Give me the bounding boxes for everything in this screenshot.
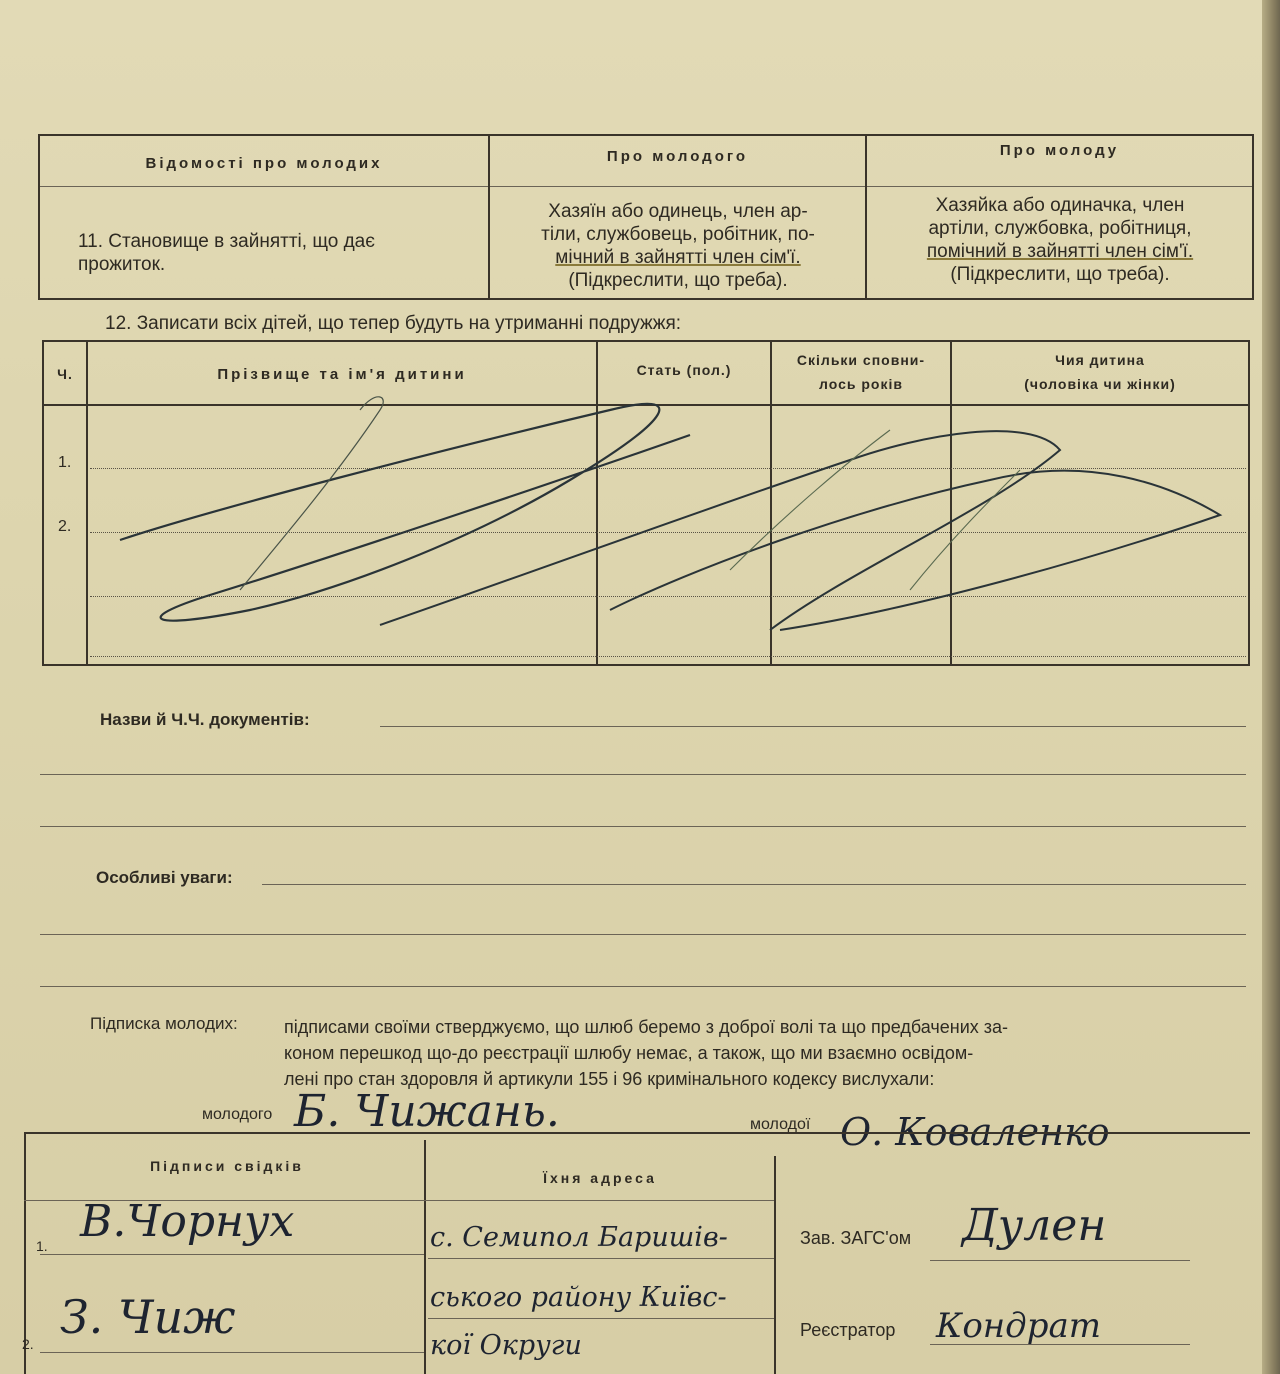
registrar-line (930, 1344, 1190, 1345)
remarks-line-2[interactable] (40, 934, 1246, 935)
witness-address-3: кої Округи (430, 1330, 582, 1361)
documents-label: Назви й Ч.Ч. документів: (100, 710, 310, 729)
documents-line-2[interactable] (40, 774, 1246, 775)
header-bride: Про молоду (999, 142, 1120, 159)
groom-signature: Б. Чижань. (294, 1086, 560, 1137)
children-table-bottom (42, 664, 1250, 666)
cancel-stroke-4 (610, 471, 1220, 630)
bride-signature: О. Коваленко (840, 1110, 1110, 1154)
declaration-text: підписами своїми стверджуємо, що шлюб беремо з доброї волі та що предбачених за- коном перешкод що-до реєстрації шлюбу немає, а також, що ми взаємно освідом- лені про стан здоровля й артикули 155 і 96 кримінального кодексу вислухали: (284, 1017, 1009, 1089)
witness-table-top (24, 1132, 1250, 1134)
address-line-2 (428, 1318, 774, 1319)
children-table-right (1248, 340, 1250, 664)
col-age: Скільки сповни- лось років (796, 352, 926, 392)
cancellation-strokes (90, 390, 1240, 640)
witness-address-1: с. Семипол Баришів- (430, 1222, 728, 1253)
bride-signature-label: молодої (750, 1116, 811, 1133)
row-num-2: 2. (58, 518, 72, 535)
witness-address-2: ського району Київс- (430, 1282, 727, 1313)
witness-signature-2: З. Чиж (60, 1290, 236, 1344)
documents-line-1[interactable] (380, 726, 1246, 727)
registry-head-label: Зав. ЗАГС'ом (800, 1228, 912, 1248)
groom-signature-label: молодого (202, 1106, 273, 1123)
children-col-div-1 (86, 340, 88, 664)
cancel-stroke-3 (380, 431, 1060, 630)
cancel-stroke-2 (240, 397, 383, 590)
table1-header-divider (38, 186, 1254, 187)
witness-line-2 (40, 1352, 424, 1353)
col-number: Ч. (57, 366, 73, 382)
documents-line-3[interactable] (40, 826, 1246, 827)
remarks-line-3[interactable] (40, 986, 1246, 987)
table1-bottom-border (38, 298, 1254, 300)
declaration-label: Підписка молодих: (90, 1014, 238, 1033)
children-table-left (42, 340, 44, 664)
row11-groom-options: Хазяїн або одинець, член ар- тіли, службовець, робітник, по- мічний в зайнятті член сім'ї. (Підкреслити, що треба). (541, 201, 815, 291)
table1-right-border (1252, 134, 1254, 298)
col-whose-child: Чия дитина (чоловіка чи жінки) (1024, 352, 1176, 392)
address-line-1 (428, 1258, 774, 1259)
section12-title: 12. Записати всіх дітей, що тепер будуть на утриманні подружжя: (105, 313, 682, 334)
row11-label: 11. Становище в зайнятті, що дає прожиток. (78, 231, 375, 275)
page-edge (1262, 0, 1280, 1374)
header-couple-info: Відомості про молодих (145, 155, 383, 172)
table1-top-border (38, 134, 1254, 136)
witness-col-div-2 (774, 1156, 776, 1374)
registrar-label: Реєстратор (800, 1320, 896, 1340)
registrar-signature: Кондрат (936, 1306, 1102, 1346)
registry-head-line (930, 1260, 1190, 1261)
registry-head-signature: Дулен (962, 1200, 1107, 1251)
cancel-stroke-6 (910, 470, 1020, 590)
row11-bride-options: Хазяйка або одиначка, член артіли, службовка, робітниця, помічний в зайнятті член сім'ї. (Підкреслити, що треба). (926, 195, 1194, 285)
witness-num-2: 2. (22, 1336, 34, 1352)
witness-line-1 (40, 1254, 424, 1255)
header-groom: Про молодого (606, 148, 749, 165)
children-row-line-4 (90, 656, 1246, 657)
row-num-1: 1. (58, 454, 72, 471)
col-child-name: Прізвище та ім'я дитини (217, 366, 467, 383)
remarks-label: Особливі уваги: (96, 868, 233, 887)
remarks-line-1[interactable] (262, 884, 1246, 885)
col-sex: Стать (пол.) (636, 362, 732, 378)
witness-signature-1: В.Чорнух (80, 1196, 295, 1247)
children-table-top (42, 340, 1250, 342)
witness-col-signatures: Підписи свідків (150, 1158, 304, 1174)
witness-col-address: Їхня адреса (543, 1170, 657, 1186)
cancel-stroke-1 (120, 404, 690, 621)
witness-num-1: 1. (36, 1238, 48, 1254)
